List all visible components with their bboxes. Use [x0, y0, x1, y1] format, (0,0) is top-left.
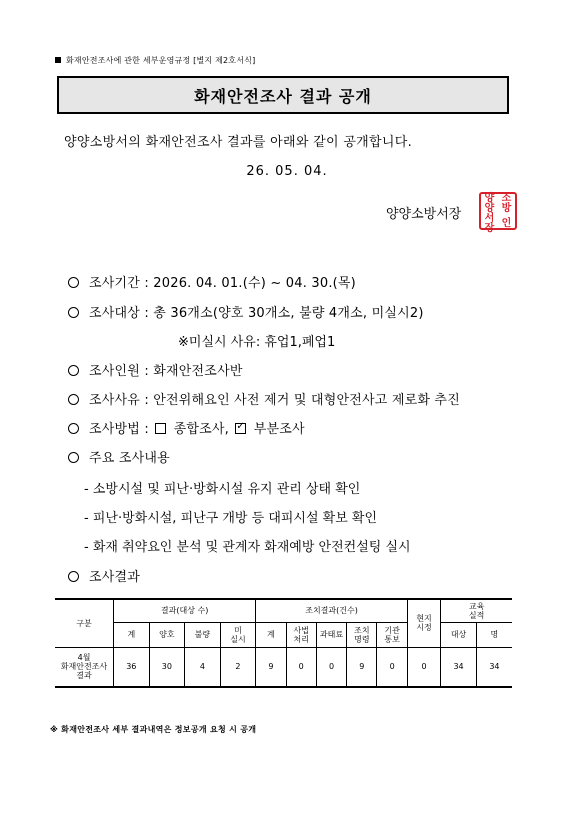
item-target-note: ※미실시 사유: 휴업1,폐업1 — [178, 335, 336, 350]
item-method — [68, 418, 305, 437]
method-option-comprehensive: 종합조사, — [173, 422, 229, 437]
item-result — [68, 566, 140, 585]
subheader-result-bad: 불량 — [185, 622, 221, 647]
cell-result-good: 30 — [149, 647, 185, 687]
content-line-1: - 소방시설 및 피난·방화시설 유지 관리 상태 확인 — [84, 482, 361, 497]
cell-action-judicial: 0 — [286, 647, 316, 687]
item-result-text: 조사결과 — [89, 570, 141, 585]
content-line-3: - 화재 취약요인 분석 및 관계자 화재예방 안전컨설팅 실시 — [84, 540, 411, 555]
circle-bullet-icon — [68, 307, 79, 318]
subheader-action-judicial: 사법 처리 — [286, 622, 316, 647]
header-action: 조치결과(건수) — [256, 599, 408, 622]
item-target — [68, 302, 424, 321]
checked-box-icon — [235, 423, 246, 434]
cell-education-target: 34 — [441, 647, 477, 687]
square-bullet-icon — [55, 57, 61, 63]
unchecked-box-icon — [155, 423, 166, 434]
circle-bullet-icon — [68, 452, 79, 463]
announcement-date: 26. 05. 04. — [246, 164, 328, 179]
method-option-partial: 부분조사 — [253, 422, 305, 437]
result-table — [55, 598, 512, 688]
cell-result-total: 36 — [114, 647, 150, 687]
circle-bullet-icon — [68, 394, 79, 405]
form-label-text: 화재안전조사에 관한 세부운영규정 [별지 제2호서식] — [66, 56, 256, 65]
signer-name: 양양소방서장 — [386, 207, 462, 222]
item-period-text: 조사기간 : 2026. 04. 01.(수) ~ 04. 30.(목) — [89, 276, 356, 291]
cell-onsite: 0 — [407, 647, 440, 687]
official-seal-icon — [479, 192, 517, 234]
header-onsite: 현지 시정 — [407, 599, 440, 647]
header-category: 구분 — [55, 599, 114, 647]
item-content-text: 주요 조사내용 — [89, 451, 170, 466]
subheader-action-total: 계 — [256, 622, 286, 647]
header-result: 결과(대상 수) — [114, 599, 256, 622]
circle-bullet-icon — [68, 277, 79, 288]
subheader-result-good: 양호 — [149, 622, 185, 647]
header-education: 교육 실적 — [441, 599, 512, 622]
subheader-action-order: 조치 명령 — [347, 622, 377, 647]
item-method-text: 조사방법 : — [89, 422, 154, 437]
subheader-result-none: 미 실시 — [220, 622, 256, 647]
subheader-education-target: 대상 — [441, 622, 477, 647]
cell-action-total: 9 — [256, 647, 286, 687]
subheader-education-people: 명 — [476, 622, 512, 647]
cell-action-fine: 0 — [316, 647, 346, 687]
item-staff — [68, 360, 243, 379]
intro-text: 양양소방서의 화재안전조사 결과를 아래와 같이 공개합니다. — [64, 135, 413, 150]
subheader-action-notify: 기관 통보 — [377, 622, 407, 647]
cell-result-bad: 4 — [185, 647, 221, 687]
content-line-2: - 피난·방화시설, 피난구 개방 등 대피시설 확보 확인 — [84, 511, 378, 526]
form-label — [55, 55, 255, 66]
seal-char: 인 — [501, 218, 512, 229]
item-reason — [68, 389, 460, 408]
cell-result-none: 2 — [220, 647, 256, 687]
cell-education-people: 34 — [476, 647, 512, 687]
cell-action-order: 9 — [347, 647, 377, 687]
table-row — [55, 647, 512, 687]
subheader-result-total: 계 — [114, 622, 150, 647]
circle-bullet-icon — [68, 571, 79, 582]
circle-bullet-icon — [68, 365, 79, 376]
cell-action-notify: 0 — [377, 647, 407, 687]
item-reason-text: 조사사유 : 안전위해요인 사전 제거 및 대형안전사고 제로화 추진 — [89, 393, 460, 408]
page-title: 화재안전조사 결과 공개 — [57, 76, 509, 114]
item-content — [68, 447, 170, 466]
seal-char: 양양 — [484, 193, 495, 214]
row-label: 4월 화재안전조사 결과 — [55, 647, 114, 687]
footer-note: ※ 화재안전조사 세부 결과내역은 정보공개 요청 시 공개 — [50, 725, 257, 734]
item-target-text: 조사대상 : 총 36개소(양호 30개소, 불량 4개소, 미실시2) — [89, 306, 424, 321]
item-staff-text: 조사인원 : 화재안전조사반 — [89, 364, 243, 379]
seal-char: 소방 — [501, 193, 512, 214]
seal-char: 서장 — [484, 213, 495, 234]
item-period — [68, 272, 356, 291]
subheader-action-fine: 과태료 — [316, 622, 346, 647]
circle-bullet-icon — [68, 423, 79, 434]
